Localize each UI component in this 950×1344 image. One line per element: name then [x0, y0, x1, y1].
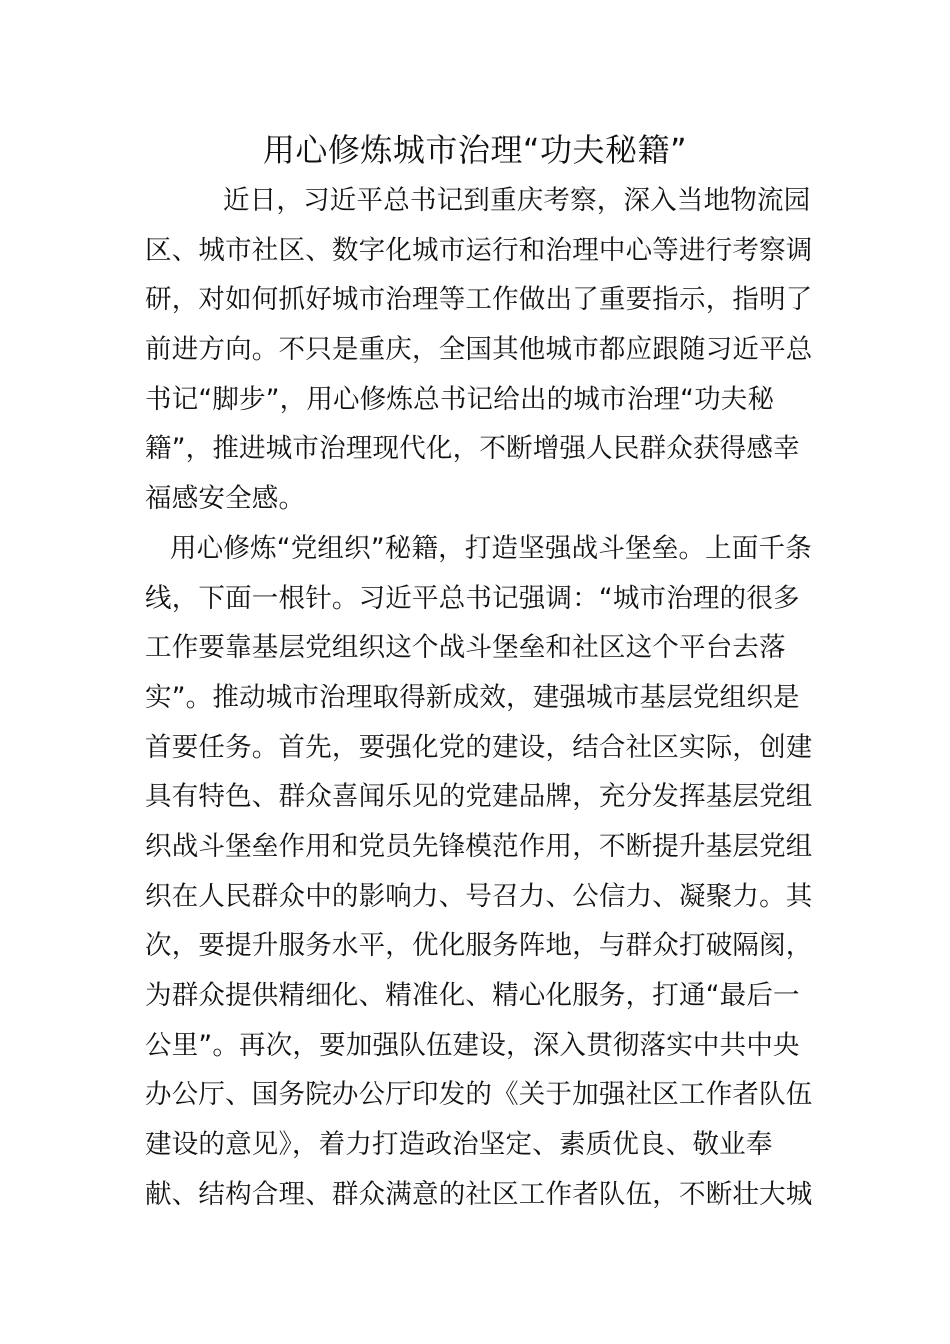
document-body — [145, 176, 813, 1219]
paragraph-1-line-3: 研，对如何抓好城市治理等工作做出了重要指示，指明了 — [145, 284, 813, 316]
paragraph-2-line-13: 建设的意见》，着力打造政治坚定、素质优良、敬业奉 — [145, 1129, 773, 1161]
paragraph-2-line-14: 献、结构合理、群众满意的社区工作者队伍，不断壮大城 — [145, 1178, 813, 1210]
paragraph-2-line-10: 为群众提供精细化、精准化、精心化服务，打通“最后一 — [145, 980, 800, 1011]
paragraph-1-line-4: 前进方向。不只是重庆，全国其他城市都应跟随习近平总 — [145, 334, 813, 366]
document-title: 用心修炼城市治理“功夫秘籍” — [262, 131, 688, 169]
paragraph-2-line-5: 首要任务。首先，要强化党的建设，结合社区实际，创建 — [145, 731, 813, 763]
paragraph-2-line-8: 织在人民群众中的影响力、号召力、公信力、凝聚力。其 — [145, 880, 813, 912]
paragraph-2-line-12: 办公厅、国务院办公厅印发的《关于加强社区工作者队伍 — [145, 1079, 813, 1111]
paragraph-2-line-3: 工作要靠基层党组织这个战斗堡垒和社区这个平台去落 — [145, 632, 786, 664]
paragraph-2-line-11: 公里”。再次，要加强队伍建设，深入贯彻落实中共中央 — [145, 1029, 800, 1061]
paragraph-1-line-1: 近日，习近平总书记到重庆考察，深入当地物流园 — [223, 185, 811, 216]
paragraph-1-line-5: 书记“脚步”，用心修炼总书记给出的城市治理“功夫秘 — [145, 383, 775, 415]
paragraph-2-line-9: 次，要提升服务水平，优化服务阵地，与群众打破隔阂， — [145, 930, 813, 962]
paragraph-2-line-7: 织战斗堡垒作用和党员先锋模范作用，不断提升基层党组 — [145, 830, 813, 862]
paragraph-2-line-6: 具有特色、群众喜闻乐见的党建品牌，充分发挥基层党组 — [145, 781, 813, 813]
paragraph-2-line-1: 用心修炼“党组织”秘籍，打造坚强战斗堡垒。上面千条 — [170, 532, 812, 564]
paragraph-2-line-4: 实”。推动城市治理取得新成效，建强城市基层党组织是 — [145, 681, 800, 713]
paragraph-1-line-2: 区、城市社区、数字化城市运行和治理中心等进行考察调 — [145, 234, 813, 266]
paragraph-1-line-6: 籍”，推进城市治理现代化，不断增强人民群众获得感幸 — [145, 433, 800, 465]
paragraph-1-line-7: 福感安全感。 — [145, 483, 306, 515]
paragraph-2-line-2: 线，下面一根针。习近平总书记强调：“城市治理的很多 — [145, 582, 800, 614]
